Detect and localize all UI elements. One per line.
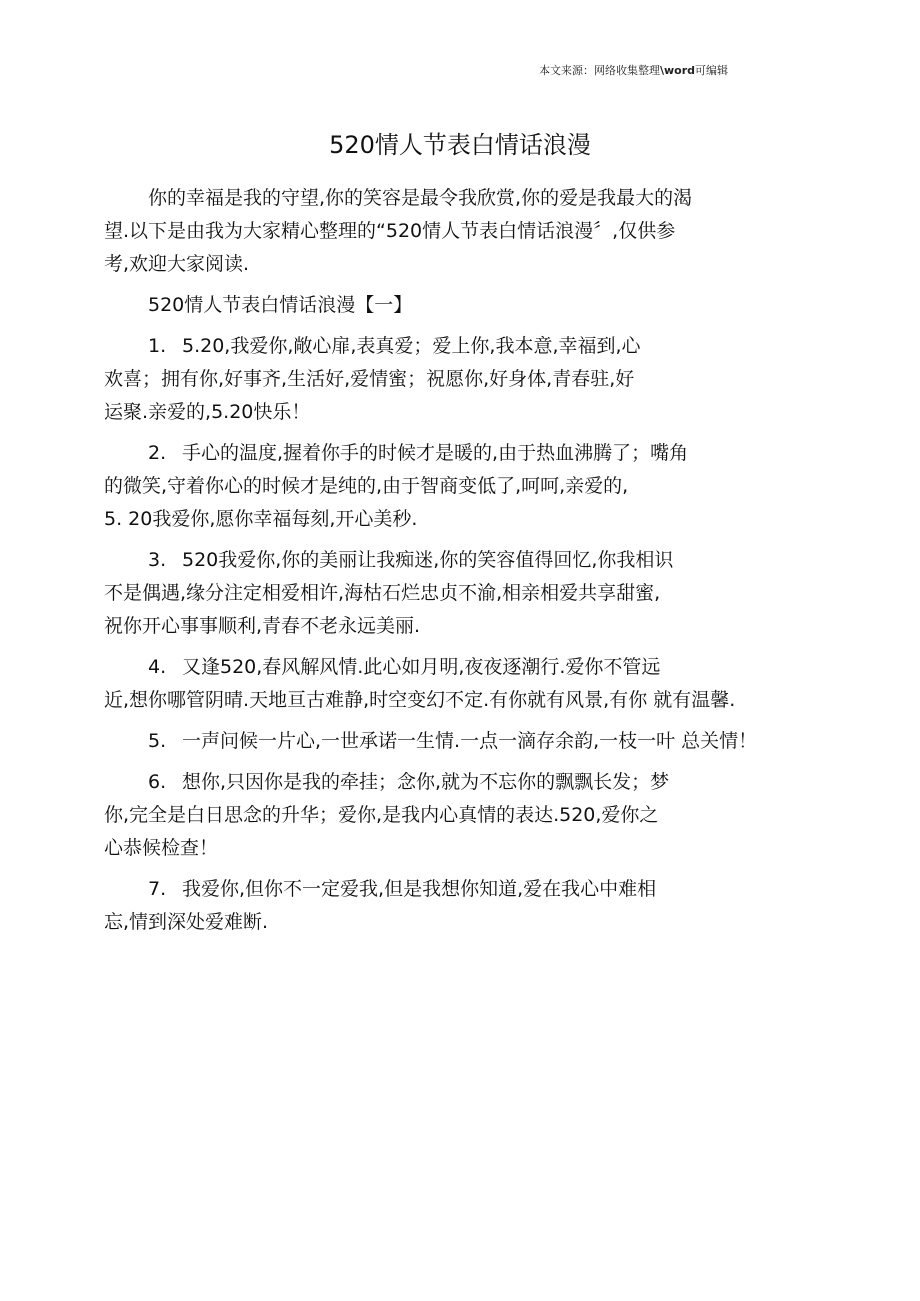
list-item-number: 6. [148,771,167,793]
list-item-line: 不是偶遇,缘分注定相爱相许,海枯石烂忠贞不渝,相亲相爱共享甜蜜, [104,582,661,604]
list-item-line: 运聚.亲爱的,5.20快乐！ [104,401,311,423]
intro-line: 你的幸福是我的守望,你的笑容是最令我欣赏,你的爱是我最大的渴 [148,187,693,209]
list-item-number: 7. [148,878,167,900]
source-note-bold: \word [659,64,695,77]
list-item-line: 近,想你哪管阴晴.天地亘古难静,时空变幻不定.有你就有风景,有你 就有温馨. [104,689,736,711]
intro-paragraph [104,182,804,281]
list-item-text: 想你,只因你是我的牵挂；念你,就为不忘你的飘飘长发；梦 [182,771,670,793]
intro-line: 望.以下是由我为大家精心整理的“520情人节表白情话浪漫〞,仅供参 [104,220,676,242]
list-item-text: 我爱你,但你不一定爱我,但是我想你知道,爱在我心中难相 [182,878,657,900]
section-heading-paragraph [104,289,804,322]
list-item-number: 4. [148,656,167,678]
list-item-number: 3. [148,549,167,571]
list-item-number: 1. [148,335,167,357]
list-item-line [104,544,804,577]
list-item-line [104,330,804,363]
list-item-text: 一声问候一片心,一世承诺一生情.一点一滴存余韵,一枝一叶 总关情！ [182,730,758,752]
document-body [104,182,804,947]
list-item-5 [104,725,804,758]
intro-line: 考,欢迎大家阅读. [104,253,250,275]
list-item-line: 你,完全是白日思念的升华；爱你,是我内心真情的表达.520,爱你之 [104,804,659,826]
source-note-suffix: 可编辑 [695,64,728,77]
list-item-line: 心恭候检查！ [104,837,219,859]
list-item-line [104,651,804,684]
list-item-text: 520我爱你,你的美丽让我痴迷,你的笑容值得回忆,你我相识 [182,549,674,571]
list-item-number: 2. [148,442,167,464]
page-title: 520情人节表白情话浪漫 [329,131,591,159]
list-item-line [104,873,804,906]
list-item-3 [104,544,804,643]
list-item-line: 欢喜；拥有你,好事齐,生活好,爱情蜜；祝愿你,好身体,青春驻,好 [104,368,635,390]
source-note [539,64,728,78]
section-heading: 520情人节表白情话浪漫【一】 [148,294,413,316]
list-item-line [104,766,804,799]
list-item-text: 又逢520,春风解风情.此心如月明,夜夜逐潮行.爱你不管远 [182,656,661,678]
list-item-line: 5. 20我爱你,愿你幸福每刻,开心美秒. [104,508,418,530]
list-item-text: 手心的温度,握着你手的时候才是暖的,由于热血沸腾了；嘴角 [182,442,689,464]
list-item-line: 的微笑,守着你心的时候才是纯的,由于智商变低了,呵呵,亲爱的, [104,475,629,497]
list-item-2 [104,437,804,536]
list-item-line: 忘,情到深处爱难断. [104,911,269,933]
list-item-number: 5. [148,730,167,752]
list-item-line [104,437,804,470]
list-item-6 [104,766,804,865]
source-note-prefix: 本文来源：网络收集整理 [538,64,660,77]
list-item-4 [104,651,804,717]
list-item-1 [104,330,804,429]
list-item-7 [104,873,804,939]
list-item-line [104,725,804,758]
list-item-text: 5.20,我爱你,敞心扉,表真爱；爱上你,我本意,幸福到,心 [182,335,641,357]
list-item-line: 祝你开心事事顺利,青春不老永远美丽. [104,615,421,637]
